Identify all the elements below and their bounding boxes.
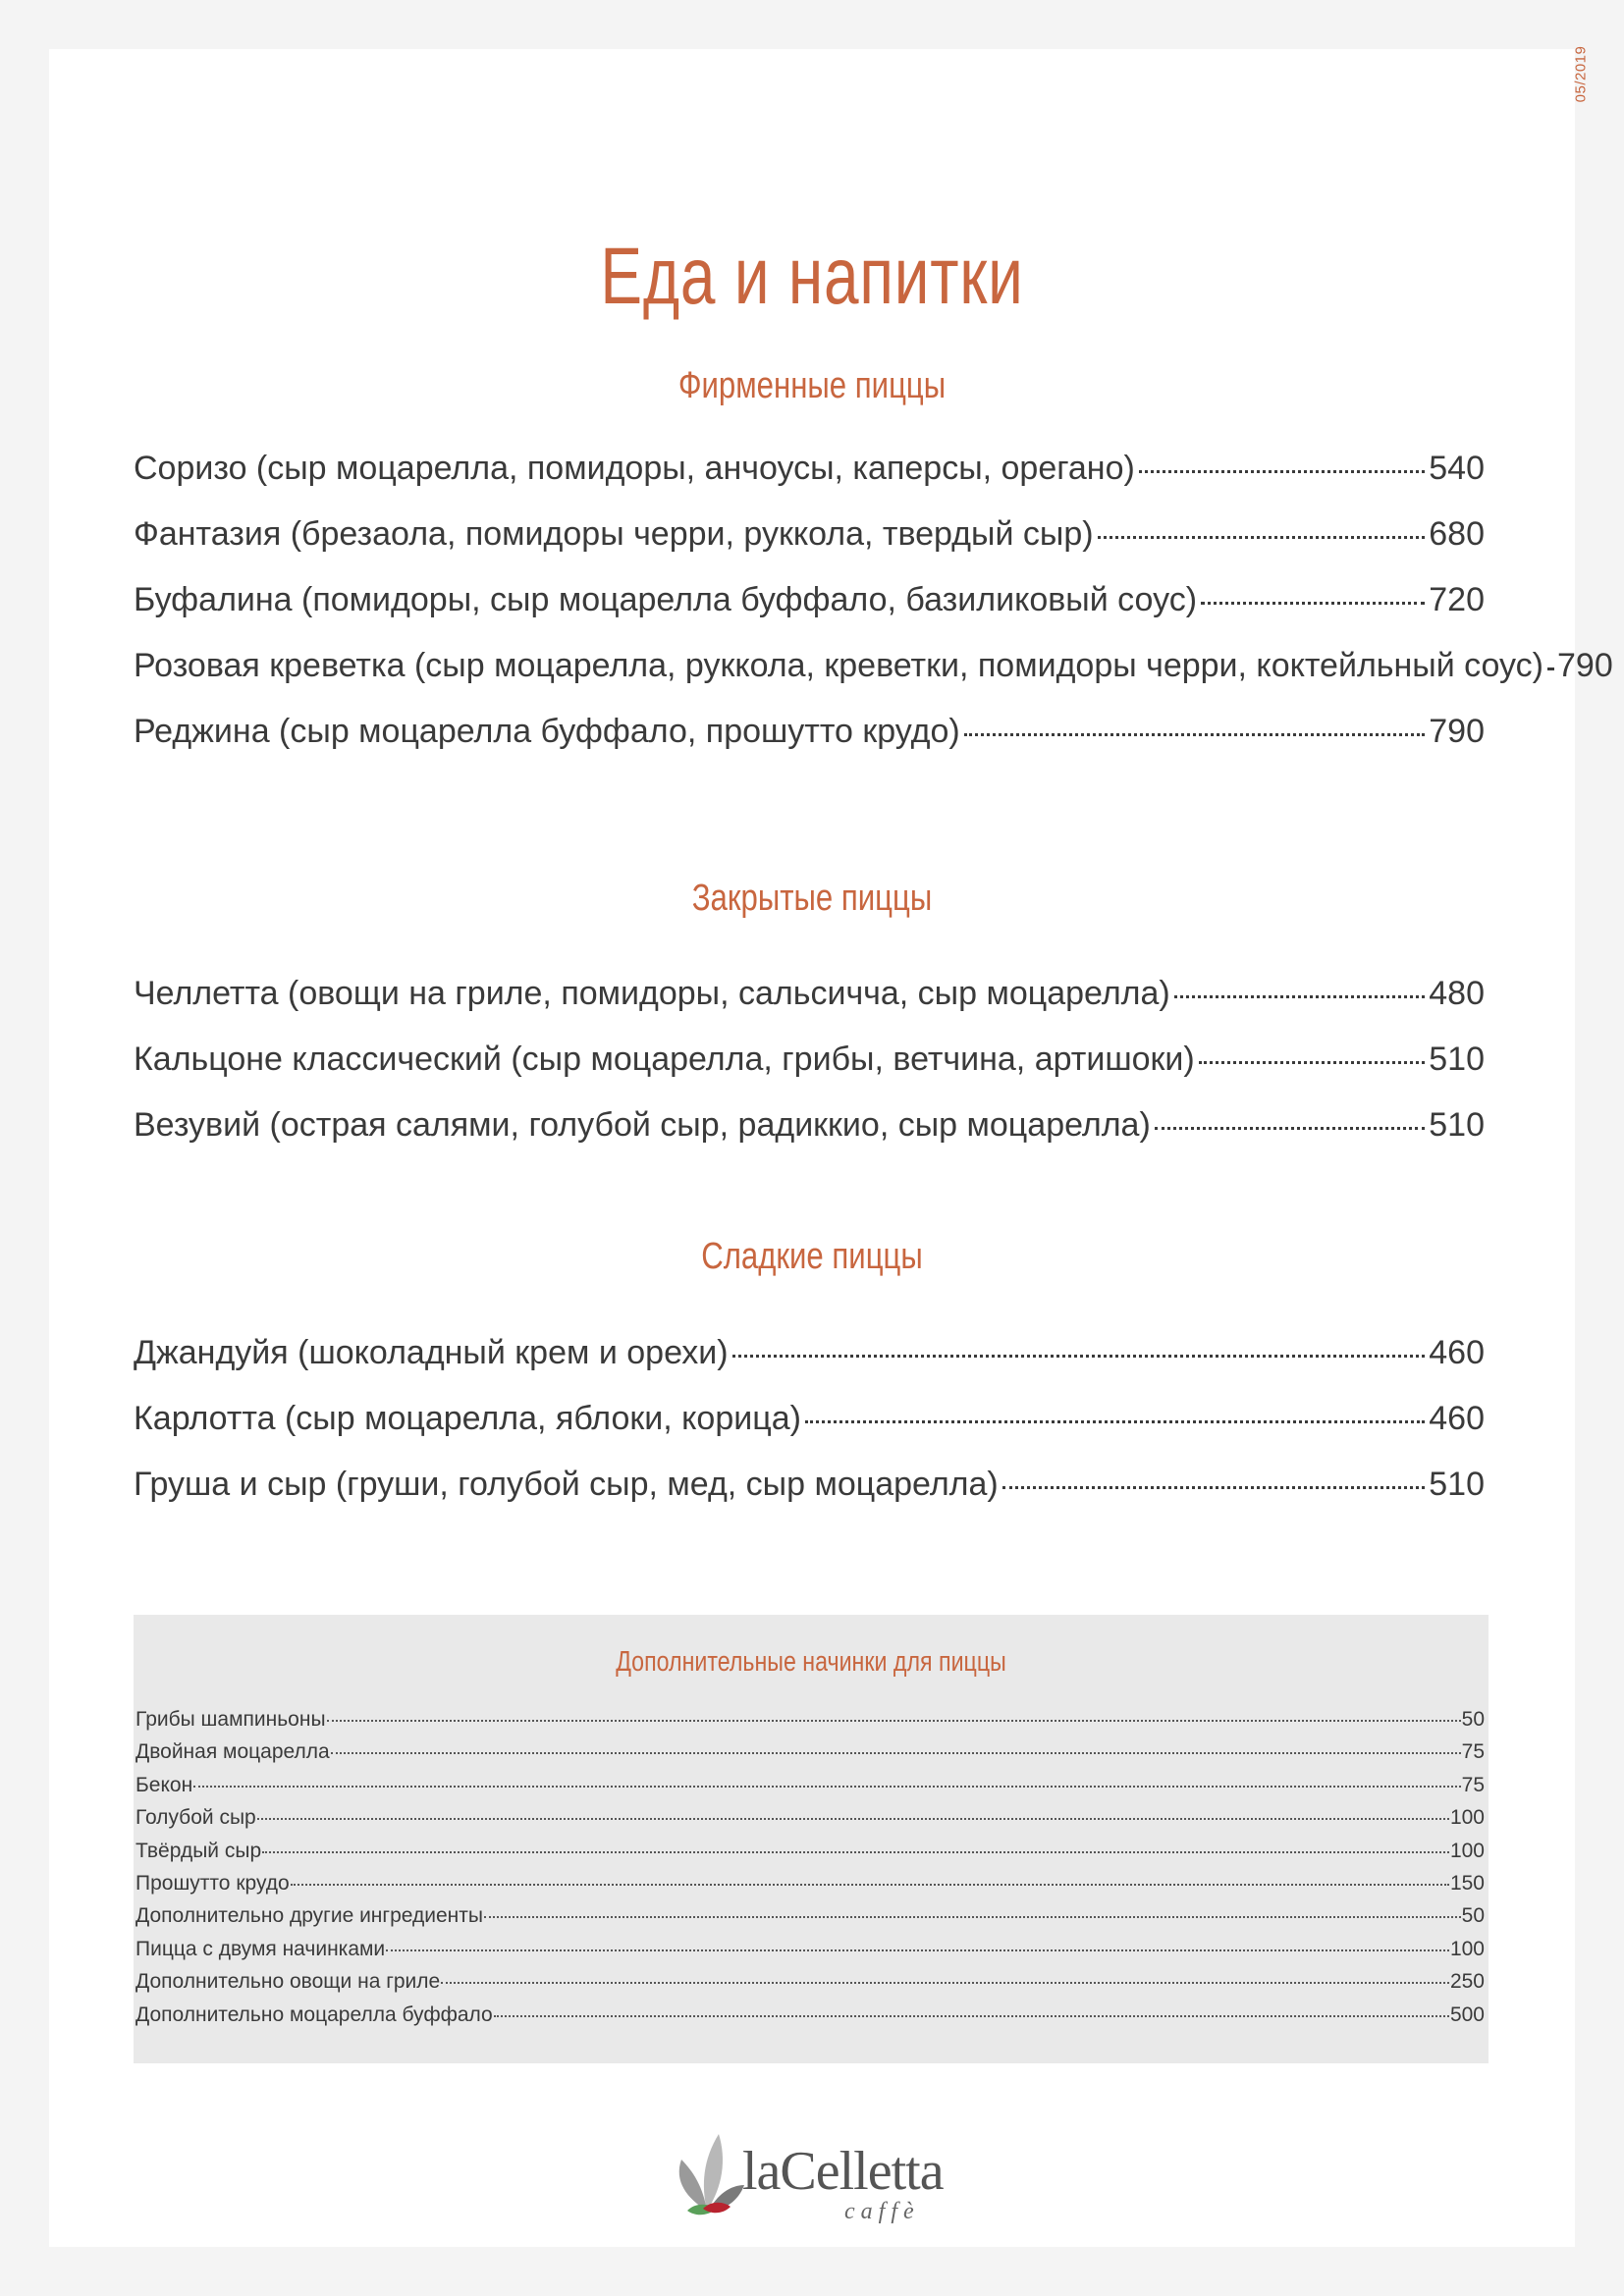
item-price: 510 [1429,1466,1485,1503]
menu-item: Джандуйя (шоколадный крем и орехи) 460 [134,1331,1485,1397]
menu-item: Челлетта (овощи на гриле, помидоры, сальсичча, сыр моцарелла) 480 [134,972,1485,1038]
brand-logo [658,2120,972,2228]
dot-leader [1098,536,1426,539]
extras-item: Грибы шампиньоны 50 [135,1705,1485,1737]
dot-leader [193,1786,1460,1788]
dot-leader [1139,470,1425,473]
dot-leader [805,1420,1425,1423]
dot-leader [1174,995,1426,998]
item-price: 50 [1461,1904,1485,1928]
extras-title: Дополнительные начинки для пиццы [616,1646,1006,1678]
item-price: 100 [1449,1806,1485,1830]
extras-list [135,1705,1485,2033]
item-price: 250 [1449,1970,1485,1994]
dot-leader [1002,1486,1426,1489]
item-price: 510 [1429,1041,1485,1078]
dot-leader [1155,1127,1425,1130]
section-heading-sweet: Сладкие пиццы [701,1236,923,1277]
logo-subtitle: caffè [844,2199,920,2224]
item-price: 460 [1429,1334,1485,1371]
item-price: 540 [1429,450,1485,487]
menu-item: Фантазия (брезаола, помидоры черри, руккола, твердый сыр) 680 [134,512,1485,578]
dot-leader [441,1982,1449,1984]
item-price: 500 [1449,2002,1485,2026]
menu-item: Кальцоне классический (сыр моцарелла, грибы, ветчина, артишоки) 510 [134,1038,1485,1103]
dot-leader [331,1752,1461,1754]
menu-item: Груша и сыр (груши, голубой сыр, мед, сыр моцарелла) 510 [134,1463,1485,1528]
item-price: 460 [1429,1400,1485,1437]
item-price: 100 [1449,1937,1485,1960]
item-price: 100 [1449,1839,1485,1862]
menu-list-sweet [134,1331,1485,1528]
menu-item: Везувий (острая салями, голубой сыр, радиккио, сыр моцарелла) 510 [134,1103,1485,1169]
menu-item: Карлотта (сыр моцарелла, яблоки, корица) 460 [134,1397,1485,1463]
dot-leader [291,1884,1449,1886]
extras-item: Прошутто крудо 150 [135,1869,1485,1901]
date-stamp: 05/2019 [1572,45,1590,102]
section-heading-signature: Фирменные пиццы [677,365,947,406]
dot-leader [1201,602,1425,605]
menu-list-closed [134,972,1485,1169]
menu-list-signature [134,447,1613,775]
menu-item: Реджина (сыр моцарелла буффало, прошутто крудо) 790 [134,710,1485,775]
dot-leader [494,2015,1449,2017]
dot-leader [732,1355,1426,1358]
menu-item: Буфалина (помидоры, сыр моцарелла буффало, базиликовый соус) 720 [134,578,1485,644]
extras-item: Дополнительно моцарелла буффало 500 [135,2001,1485,2033]
item-price: 75 [1461,1773,1485,1796]
menu-item: Розовая креветка (сыр моцарелла, руккола, креветки, помидоры черри, коктейльный соус) 790 [134,644,1485,710]
extras-item: Пицца с двумя начинками 100 [135,1935,1485,1967]
dot-leader [484,1916,1461,1918]
item-price: 720 [1429,581,1485,618]
leaf-logo-icon [668,2120,746,2218]
dot-leader [386,1949,1449,1951]
item-price: 150 [1449,1871,1485,1895]
item-price: 75 [1461,1740,1485,1764]
page-title: Еда и напитки [600,232,1024,321]
extras-item: Дополнительно овощи на гриле 250 [135,1967,1485,2000]
item-price: 680 [1429,515,1485,553]
extras-item: Двойная моцарелла 75 [135,1737,1485,1770]
item-price: 510 [1429,1106,1485,1144]
item-price: 790 [1429,713,1485,750]
menu-item: Соризо (сыр моцарелла, помидоры, анчоусы, каперсы, орегано) 540 [134,447,1485,512]
extras-item: Бекон 75 [135,1771,1485,1803]
dot-leader [262,1851,1449,1853]
dot-leader [327,1720,1461,1722]
dot-leader [964,733,1426,736]
item-price: 50 [1461,1708,1485,1731]
extras-panel [134,1615,1489,2063]
dot-leader [1547,667,1553,670]
item-price: 480 [1429,975,1485,1012]
dot-leader [257,1818,1449,1820]
extras-item: Голубой сыр 100 [135,1803,1485,1836]
section-heading-closed: Закрытые пиццы [691,878,933,919]
logo-wordmark: laCelletta [742,2141,944,2202]
extras-item: Дополнительно другие ингредиенты 50 [135,1901,1485,1934]
dot-leader [1199,1061,1426,1064]
extras-item: Твёрдый сыр 100 [135,1837,1485,1869]
item-price: 790 [1557,647,1613,684]
